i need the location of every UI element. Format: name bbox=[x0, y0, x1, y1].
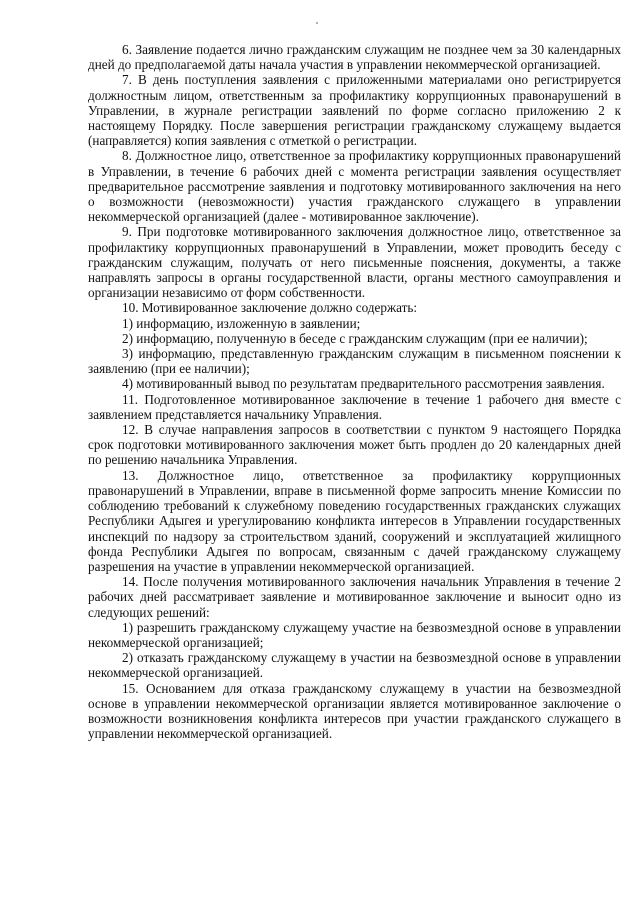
paragraph-11: 11. Подготовленное мотивированное заключение в течение 1 рабочего дня вместе с заявлением представляется начальнику Управления. bbox=[88, 391, 621, 422]
paragraph-10-item-3: 3) информацию, представленную гражданским служащим в письменном пояснении к заявлению (при ее наличии); bbox=[88, 346, 621, 377]
paragraph-15: 15. Основанием для отказа гражданскому служащему в участии на безвозмездной основе в управлении некоммерческой организации является мотивированное заключение о возможности возникновения конфликта интересов при участии гражданского служащего в управлении некоммерческой организацией. bbox=[88, 680, 621, 742]
paragraph-10: 10. Мотивированное заключение должно содержать: bbox=[122, 300, 418, 316]
paragraph-10-item-1: 1) информацию, изложенную в заявлении; bbox=[122, 315, 361, 331]
paragraph-10-item-2: 2) информацию, полученную в беседе с гражданским служащим (при ее наличии); bbox=[122, 330, 588, 346]
paragraph-12: 12. В случае направления запросов в соответствии с пунктом 9 настоящего Порядка срок подготовки мотивированного заключения может быть продлен до 20 календарных дней по решению начальника Управления. bbox=[88, 422, 621, 468]
document-body bbox=[88, 42, 621, 741]
paragraph-6: 6. Заявление подается лично гражданским служащим не позднее чем за 30 календарных дней до предполагаемой даты начала участия в управлении некоммерческой организацией. bbox=[88, 42, 621, 73]
paragraph-8: 8. Должностное лицо, ответственное за профилактику коррупционных правонарушений в Управлении, в течение 6 рабочих дней с момента регистрации заявления осуществляет предварительное рассмотрение заявления и подготовку мотивированного заключения на него о возможности (невозможности) участия гражданского служащего в управлении некоммерческой организацией (далее - мотивированное заключение). bbox=[88, 148, 621, 225]
paragraph-10-item-4: 4) мотивированный вывод по результатам предварительного рассмотрения заявления. bbox=[122, 376, 605, 392]
paragraph-9: 9. При подготовке мотивированного заключения должностное лицо, ответственное за профилактику коррупционных правонарушений в Управлении, может проводить беседу с гражданским служащим, получать от него письменные пояснения, документы, а также направлять запросы в органы государственной власти, органы местного самоуправления и организации независимо от форм собственности. bbox=[88, 224, 621, 301]
paragraph-14-item-1: 1) разрешить гражданскому служащему участие на безвозмездной основе в управлении некоммерческой организацией; bbox=[88, 619, 621, 650]
paragraph-7: 7. В день поступления заявления с приложенными материалами оно регистрируется должностным лицом, ответственным за профилактику коррупционных правонарушений в Управлении, в журнале регистрации заявлений по форме согласно приложению 2 к настоящему Порядку. После завершения регистрации гражданскому служащему выдается (направляется) копия заявления с отметкой о регистрации. bbox=[88, 72, 621, 149]
paragraph-13: 13. Должностное лицо, ответственное за профилактику коррупционных правонарушений в Управлении, вправе в письменной форме запросить мнение Комиссии по соблюдению требований к служебному поведению государственных гражданских служащих Республики Адыгея и урегулированию конфликта интересов в Управлении государственных инспекций по надзору за строительством зданий, сооружений и эксплуатацией жилищного фонда Республики Адыгея по вопросам, связанным с дачей гражданскому служащему разрешения на участие в управлении некоммерческой организацией. bbox=[88, 467, 621, 574]
paragraph-14-item-2: 2) отказать гражданскому служащему в участии на безвозмездной основе в управлении некоммерческой организацией. bbox=[88, 650, 621, 681]
scan-speck bbox=[316, 22, 318, 24]
paragraph-14: 14. После получения мотивированного заключения начальник Управления в течение 2 рабочих дней рассматривает заявление и мотивированное заключение и выносит одно из следующих решений: bbox=[88, 574, 621, 620]
